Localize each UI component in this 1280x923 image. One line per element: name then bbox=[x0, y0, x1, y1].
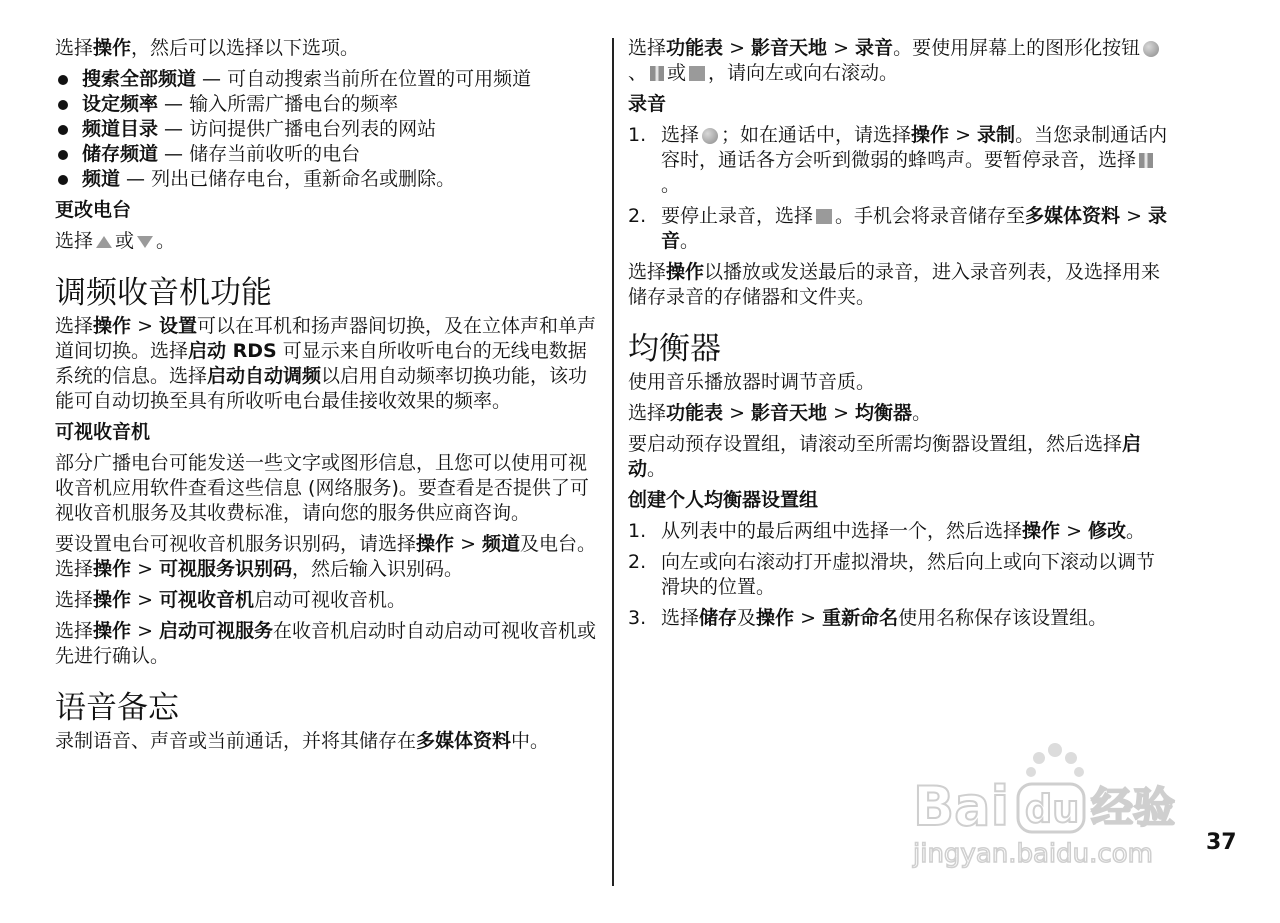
watermark-brand: Bai bbox=[913, 775, 1010, 838]
equalizer-activate: 要启动预存设置组，请滚动至所需均衡器设置组，然后选择启动。 bbox=[628, 433, 1142, 480]
arrow-down-icon bbox=[137, 236, 153, 248]
fm-heading: 调频收音机功能 bbox=[55, 275, 272, 311]
pause-icon bbox=[1139, 153, 1153, 168]
list-item: 2. 要停止录音，选择 。手机会将录音储存至多媒体资料 > 录音。 bbox=[628, 205, 1168, 252]
stop-icon bbox=[816, 209, 832, 224]
options-list bbox=[55, 67, 600, 192]
record-icon bbox=[1143, 41, 1159, 57]
list-item: 频道 — 列出已储存电台，重新命名或删除。 bbox=[55, 167, 600, 192]
list-item: 1. 选择 ；如在通话中，请选择操作 > 录制。当您录制通话内容时，通话各方会听到微弱的蜂鸣声。要暂停录音，选择。 bbox=[628, 124, 1168, 196]
pause-icon bbox=[650, 66, 664, 81]
visual-radio-heading: 可视收音机 bbox=[55, 421, 151, 443]
record-heading: 录音 bbox=[628, 93, 667, 115]
equalizer-intro: 使用音乐播放器时调节音质。 bbox=[628, 371, 876, 393]
change-station-heading: 更改电台 bbox=[55, 199, 132, 221]
right-column bbox=[628, 36, 1173, 637]
list-item: 频道目录 — 访问提供广播电台列表的网站 bbox=[55, 117, 600, 142]
stop-icon bbox=[689, 66, 705, 81]
fm-paragraph: 选择操作 > 设置可以在耳机和扬声器间切换，及在立体声和单声道间切换。选择启动 RDS 可显示来自所收听电台的无线电数据系统的信息。选择启动自动调频以启用自动频率切换功能，该功能可自动切换至具有所收听电台最佳接收效果的频率。 bbox=[55, 315, 597, 412]
record-steps bbox=[628, 123, 1173, 254]
baidu-watermark bbox=[905, 730, 1205, 870]
arrow-up-icon bbox=[96, 236, 112, 248]
equalizer-heading: 均衡器 bbox=[628, 331, 721, 367]
voice-memo-paragraph: 录制语音、声音或当前通话，并将其储存在多媒体资料中。 bbox=[55, 730, 550, 752]
auto-start-paragraph: 选择操作 > 启动可视服务在收音机启动时自动启动可视收音机或先进行确认。 bbox=[55, 620, 597, 667]
list-item: 1. 从列表中的最后两组中选择一个，然后选择操作 > 修改。 bbox=[628, 520, 1146, 542]
list-item: 2. 向左或向右滚动打开虚拟滑块，然后向上或向下滚动以调节滑块的位置。 bbox=[628, 551, 1156, 598]
list-item: 设定频率 — 输入所需广播电台的频率 bbox=[55, 92, 600, 117]
custom-eq-steps bbox=[628, 519, 1173, 631]
custom-eq-heading: 创建个人均衡器设置组 bbox=[628, 489, 819, 511]
watermark-url: jingyan.baidu.com bbox=[913, 839, 1153, 869]
playback-paragraph: 选择操作以播放或发送最后的录音，进入录音列表，及选择用来储存录音的存储器和文件夹。 bbox=[628, 261, 1161, 308]
start-visual-paragraph: 选择操作 > 可视收音机启动可视收音机。 bbox=[55, 589, 407, 611]
column-divider bbox=[612, 38, 614, 886]
watermark-brand-mid: du bbox=[1025, 787, 1080, 831]
list-item: 3. 选择储存及操作 > 重新命名使用名称保存该设置组。 bbox=[628, 607, 1108, 629]
voice-memo-heading: 语音备忘 bbox=[55, 690, 179, 726]
page-number: 37 bbox=[1206, 830, 1237, 855]
list-item: 搜索全部频道 — 可自动搜索当前所在位置的可用频道 bbox=[55, 67, 600, 92]
watermark-brand-cn: 经验 bbox=[1091, 783, 1176, 832]
visual-radio-paragraph: 部分广播电台可能发送一些文字或图形信息，且您可以使用可视收音机应用软件查看这些信息 (网络服务)。要查看是否提供了可视收音机服务及其收费标准，请向您的服务供应商咨询。 bbox=[55, 452, 589, 524]
recorder-path-paragraph: 选择功能表 > 影音天地 > 录音。要使用屏幕上的图形化按钮、 或 ，请向左或向右滚动。 bbox=[628, 36, 1173, 86]
list-item: 储存频道 — 储存当前收听的电台 bbox=[55, 142, 600, 167]
service-id-paragraph: 要设置电台可视收音机服务识别码，请选择操作 > 频道及电台。选择操作 > 可视服务识别码，然后输入识别码。 bbox=[55, 533, 597, 580]
left-column bbox=[55, 36, 600, 760]
intro-text: 选择操作，然后可以选择以下选项。 bbox=[55, 37, 360, 59]
record-icon bbox=[702, 128, 718, 144]
change-station-text: 选择 或 。 bbox=[55, 230, 176, 252]
equalizer-path: 选择功能表 > 影音天地 > 均衡器。 bbox=[628, 402, 932, 424]
